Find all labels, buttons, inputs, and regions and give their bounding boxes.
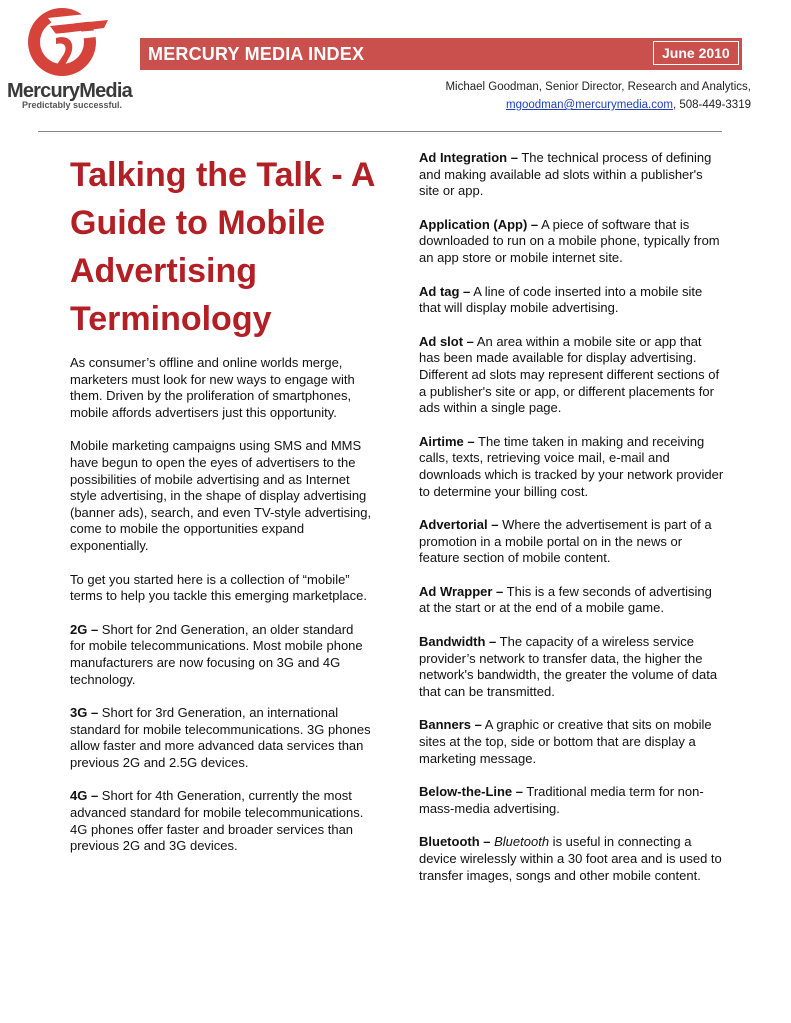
term-name: Bandwidth –: [419, 634, 497, 650]
intro-paragraph: As consumer’s offline and online worlds merge, marketers must look for new ways to engage with them. Driven by the proliferation of smartphones, mobile affords advertisers just this opportunity.: [70, 355, 355, 420]
term-italic-word: Bluetooth: [494, 834, 550, 850]
term-definition: is useful in connecting a device wirelessly within a 30 foot area and is used to transfer images, songs and other mobile content.: [419, 834, 722, 883]
term-entry-ad-wrapper: [419, 584, 725, 617]
author-email-link[interactable]: mgoodman@mercurymedia.com: [506, 99, 673, 111]
term-definition: Short for 2nd Generation, an older standard for mobile telecommunications. Most mobile phone manufacturers are now focusing on 3G and 4G technology.: [70, 621, 363, 687]
term-definition: Short for 3rd Generation, an international standard for mobile telecommunications. 3G phones allow faster and more advanced data services than previous 2G and 2.5G devices.: [70, 705, 371, 770]
term-name: Application (App) –: [419, 216, 539, 232]
term-definition: This is a few seconds of advertising at the start or at the end of a mobile game.: [419, 583, 712, 616]
logo-wordmark: MercuryMedia: [7, 80, 132, 102]
term-entry-application: [419, 217, 725, 267]
article-title: Talking the Talk - A Guide to Mobile Advertising Terminology: [70, 156, 375, 338]
term-entry-banners: [419, 717, 725, 767]
right-column: [419, 150, 725, 901]
term-name: Ad Wrapper –: [419, 583, 504, 599]
term-name: Advertorial –: [419, 517, 499, 533]
issue-date: June 2010: [662, 45, 730, 61]
issue-date-box: [653, 41, 739, 65]
term-name: Ad slot –: [419, 333, 474, 349]
contact-line: [445, 96, 751, 114]
term-name: Bluetooth –: [419, 834, 491, 850]
term-name: Below-the-Line –: [419, 784, 524, 800]
term-entry-4g: [70, 788, 372, 854]
term-entry-airtime: [419, 434, 725, 500]
term-definition: The capacity of a wireless service provider’s network to transfer data, the higher the network's bandwidth, the greater the volume of data that can be transmitted.: [419, 634, 718, 699]
term-entry-below-the-line: [419, 784, 725, 817]
term-definition: Traditional media term for non-mass-media advertising.: [419, 784, 704, 816]
term-entry-ad-slot: [419, 334, 725, 417]
term-definition: Short for 4th Generation, currently the most advanced standard for mobile telecommunications. 4G phones offer faster and broader services than previous 2G and 3G devices.: [70, 788, 364, 854]
term-entry-3g: [70, 705, 372, 771]
header-divider: [38, 131, 722, 132]
term-definition: The time taken in making and receiving calls, texts, retrieving voice mail, e-mail and downloads which is tracked by your network provider to determine your billing cost.: [419, 433, 724, 499]
term-definition: The technical process of defining and making available ad slots within a publisher's site or app.: [419, 150, 712, 199]
term-name: 2G –: [70, 621, 99, 637]
term-definition: Where the advertisement is part of a promotion in a mobile portal on in the news or feature section of mobile content.: [419, 517, 712, 566]
term-entry-advertorial: [419, 517, 725, 567]
term-name: 3G –: [70, 705, 99, 721]
header-banner: [140, 38, 742, 70]
term-definition: A piece of software that is downloaded to run on a mobile phone, typically from an app store or mobile internet site.: [419, 216, 720, 265]
term-name: Airtime –: [419, 433, 475, 449]
term-entry-2g: [70, 622, 372, 688]
term-entry-bandwidth: [419, 634, 725, 700]
author-line: Michael Goodman, Senior Director, Research and Analytics,: [445, 81, 751, 93]
term-name: Banners –: [419, 717, 482, 733]
left-column: [70, 355, 372, 872]
intro-paragraph: Mobile marketing campaigns using SMS and MMS have begun to open the eyes of advertisers to the possibilities of mobile advertising and as Internet style advertising, in the shape of display advertising (banner ads), search, and even TV-style advertising, come to mobile the opportunities expand exponentially.: [70, 438, 372, 553]
intro-paragraph: To get you started here is a collection of “mobile” terms to help you tackle this emerging marketplace.: [70, 571, 367, 604]
mercury-media-logo: [4, 4, 134, 110]
author-phone: , 508-449-3319: [672, 99, 751, 111]
term-entry-ad-tag: [419, 284, 725, 317]
mercury-wing-logo-icon: [26, 4, 110, 82]
term-entry-bluetooth: [419, 834, 725, 884]
logo-tagline: Predictably successful.: [22, 100, 123, 110]
term-definition: An area within a mobile site or app that has been made available for display advertising. Different ad slots may represent different sections of a publisher's site or app, or different placements for ads within a single page.: [419, 333, 720, 416]
term-entry-ad-integration: [419, 150, 725, 200]
term-name: Ad Integration –: [419, 150, 518, 165]
term-definition: A line of code inserted into a mobile site that will display mobile advertising.: [419, 283, 703, 316]
term-name: Ad tag –: [419, 283, 471, 299]
newsletter-title: MERCURY MEDIA INDEX: [148, 44, 365, 64]
author-info: [445, 78, 751, 114]
term-definition: A graphic or creative that sits on mobile sites at the top, side or bottom that are display a marketing message.: [419, 717, 712, 766]
term-name: 4G –: [70, 788, 99, 804]
